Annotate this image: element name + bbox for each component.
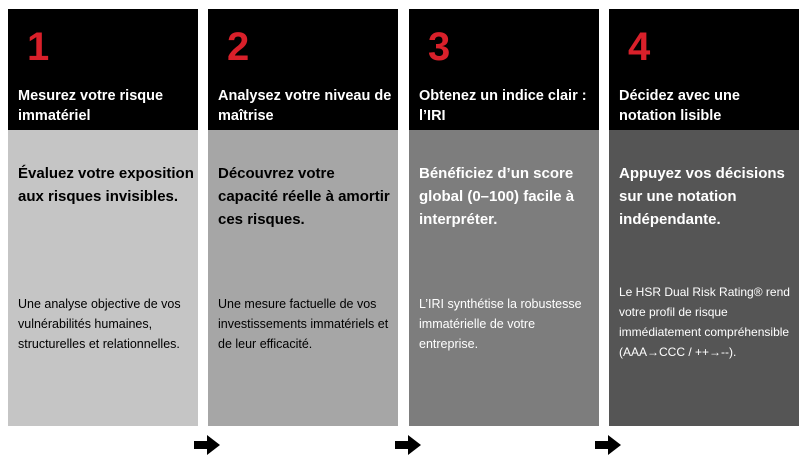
step-number: 2: [227, 25, 250, 69]
step-panel: [409, 130, 599, 426]
step-lead-text: Évaluez votre exposition aux risques invisibles.: [18, 165, 194, 205]
step-header: [409, 9, 599, 130]
step-number: 3: [428, 25, 451, 69]
step-description: Une analyse objective de vos vulnérabilités humaines, structurelles et relationnelles.: [18, 297, 181, 351]
step-panel: [8, 130, 198, 426]
step-title: Mesurez votre risque immatériel: [18, 88, 164, 124]
step-card-3: [409, 9, 599, 426]
step-title: Analysez votre niveau de maîtrise: [218, 88, 392, 124]
step-card-2: [208, 9, 398, 426]
step-header: [609, 9, 799, 130]
step-card-4: [609, 9, 799, 426]
step-description: Une mesure factuelle de vos investissements immatériels et de leur efficacité.: [218, 297, 389, 351]
step-header: [208, 9, 398, 130]
arrow-right-icon: [595, 435, 621, 455]
step-lead-text: Découvrez votre capacité réelle à amortir ces risques.: [218, 165, 390, 228]
step-lead-text: Appuyez vos décisions sur une notation indépendante.: [619, 165, 785, 228]
step-number: 1: [27, 25, 50, 69]
step-panel: [609, 130, 799, 426]
arrow-right-icon: [395, 435, 421, 455]
step-description: L’IRI synthétise la robustesse immatérielle de votre entreprise.: [419, 297, 582, 351]
step-title: Obtenez un indice clair : l’IRI: [419, 88, 587, 124]
step-title: Décidez avec une notation lisible: [619, 88, 740, 124]
step-description: Le HSR Dual Risk Rating® rend votre profil de risque immédiatement compréhensible (AAA→CCC / ++→--).: [619, 285, 790, 359]
step-lead-text: Bénéficiez d’un score global (0–100) facile à interpréter.: [419, 165, 575, 228]
step-panel: [208, 130, 398, 426]
step-card-1: [8, 9, 198, 426]
step-header: [8, 9, 198, 130]
step-number: 4: [628, 25, 651, 69]
arrow-right-icon: [194, 435, 220, 455]
